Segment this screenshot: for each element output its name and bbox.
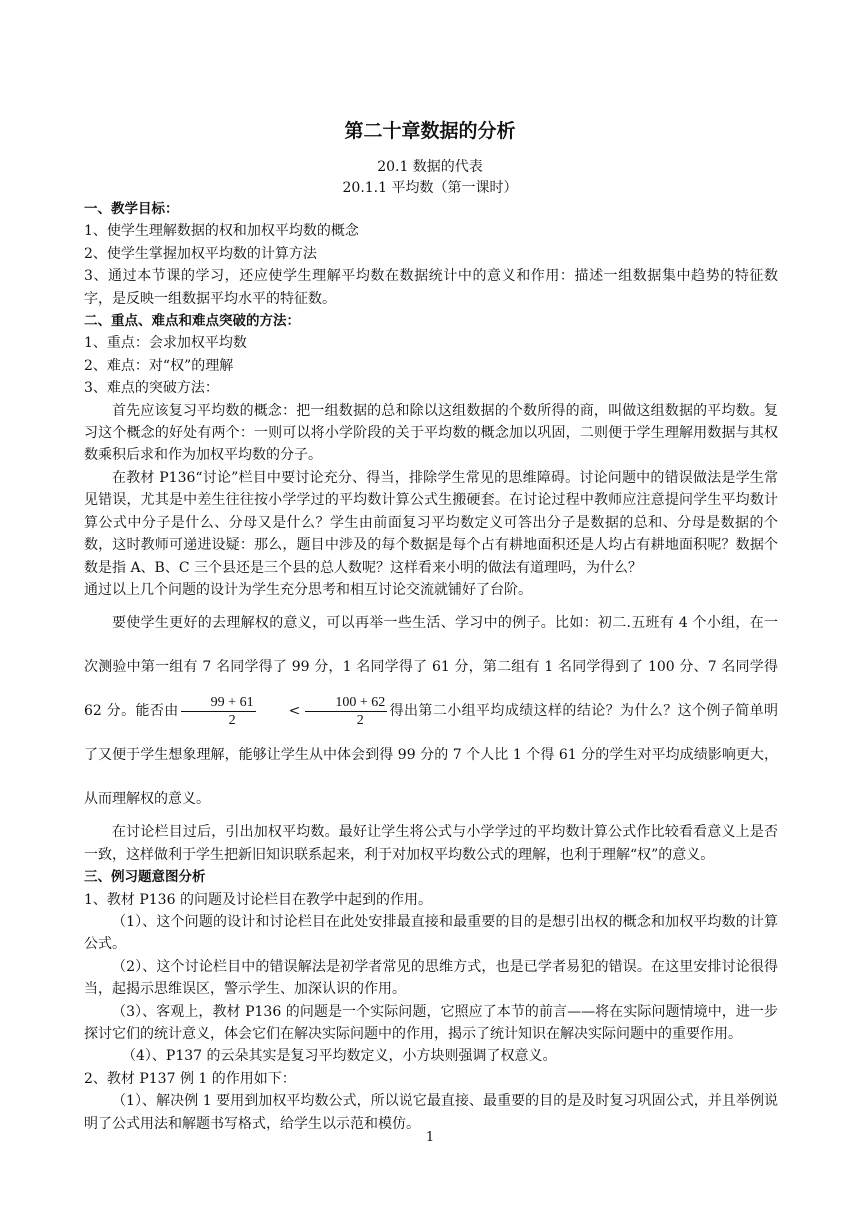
fraction-denominator: 2	[228, 712, 236, 728]
fraction-numerator: 99 + 61	[181, 694, 256, 712]
paragraph: 在教材 P136“讨论”栏目中要讨论充分、得当，排除学生常见的思维障碍。讨论问题中的错误做法是学生常见错误，尤其是中差生往往按小学学过的平均数计算公式生搬硬套。在讨论过程中教师应注意提问学生平均数计算公式中分子是什么、分母又是什么？学生由前面复习平均数定义可答出分子是数据的总和、分母是数据的个数，这时教师可递进设疑：那么，题目中涉及的每个数据是每个占有耕地面积还是人均占有耕地面积呢？数据个数是指 A、B、C 三个县还是三个县的总人数呢？这样看来小明的做法有道理吗，为什么？	[84, 469, 778, 576]
paragraph-text: 要使学生更好的去理解权的意义，可以再举一些生活、学习中的例子。比如：初二.五班有 4 个小组，在一次测验中第一组有 7 名同学得了 99 分，1 名同学得了 61 分，第二组有 1 名同学得到了 100 分、7 名同学得 62 分。能否由	[84, 615, 778, 720]
page-number: 1	[425, 1130, 435, 1145]
fraction-numerator: 100 + 62	[305, 694, 387, 712]
less-than-sign: <	[288, 703, 301, 720]
chapter-title: 第二十章数据的分析	[344, 120, 516, 142]
key-point-item: 1、重点：会求加权平均数	[84, 335, 247, 352]
paragraph: 通过以上几个问题的设计为学生充分思考和相互讨论交流就铺好了台阶。	[84, 581, 532, 598]
fraction-denominator: 2	[356, 712, 364, 728]
paragraph: 在讨论栏目过后，引出加权平均数。最好让学生将公式与小学学过的平均数计算公式作比较看看意义上是否一致，这样做利于学生把新旧知识联系起来，利于对加权平均数公式的理解，也利于理解“权”的意义。	[84, 824, 778, 863]
example-subitem: （3）、客观上，教材 P136 的问题是一个实际问题，它照应了本节的前言——将在实际问题情境中，进一步探讨它们的统计意义，体会它们在解决实际问题中的作用，揭示了统计知识在解决实际问题中的重要作用。	[84, 1003, 778, 1042]
paragraph-text: 得出第二小组平均成绩这样的结论？为什么？这个例子简单明了又便于学生想象理解，能够让学生从中体会到得 99 分的 7 个人比 1 个得 61 分的学生对平均成绩影响更大，从而理解权的意义。	[84, 703, 779, 808]
heading-key-points: 二、重点、难点和难点突破的方法：	[84, 313, 300, 330]
example-item: 1、教材 P136 的问题及讨论栏目在教学中起到的作用。	[84, 891, 432, 908]
paragraph: 首先应该复习平均数的概念：把一组数据的总和除以这组数据的个数所得的商，叫做这组数据的平均数。复习这个概念的好处有两个：一则可以将小学阶段的关于平均数的概念加以巩固，二则便于学生理解用数据与其权数乘积后求和作为加权平均数的分子。	[84, 402, 778, 464]
heading-example-analysis: 三、例习题意图分析	[84, 869, 206, 886]
fraction-left	[181, 694, 256, 729]
example-subitem: （4）、P137 的云朵其实是复习平均数定义，小方块则强调了权意义。	[122, 1048, 557, 1065]
paragraph-with-formula	[84, 601, 778, 821]
section-subtitle: 20.1 数据的代表	[377, 159, 483, 175]
goal-item: 1、使学生理解数据的权和加权平均数的概念	[84, 223, 359, 240]
example-item: 2、教材 P137 例 1 的作用如下：	[84, 1070, 296, 1087]
fraction-right	[305, 694, 387, 729]
goal-item: 2、使学生掌握加权平均数的计算方法	[84, 245, 317, 262]
goal-item: 3、通过本节课的学习，还应使学生理解平均数在数据统计中的意义和作用：描述一组数据集中趋势的特征数字，是反映一组数据平均水平的特征数。	[84, 268, 778, 307]
key-point-item: 3、难点的突破方法：	[84, 380, 219, 397]
heading-teaching-goals: 一、教学目标：	[84, 201, 179, 217]
key-point-item: 2、难点：对“权”的理解	[84, 357, 234, 374]
document-body	[84, 198, 778, 1135]
example-subitem: （2）、这个讨论栏目中的错误解法是初学者常见的思维方式，也是已学者易犯的错误。在这里安排讨论很得当，起揭示思维误区，警示学生、加深认识的作用。	[84, 958, 778, 998]
lesson-subtitle: 20.1.1 平均数（第一课时）	[342, 180, 518, 196]
example-subitem: （1）、这个问题的设计和讨论栏目在此处安排最直接和最重要的目的是想引出权的概念和加权平均数的计算公式。	[84, 913, 778, 953]
example-subitem: （1）、解决例 1 要用到加权平均数公式，所以说它最直接、最重要的目的是及时复习巩固公式，并且举例说明了公式用法和解题书写格式，给学生以示范和模仿。	[84, 1093, 778, 1132]
